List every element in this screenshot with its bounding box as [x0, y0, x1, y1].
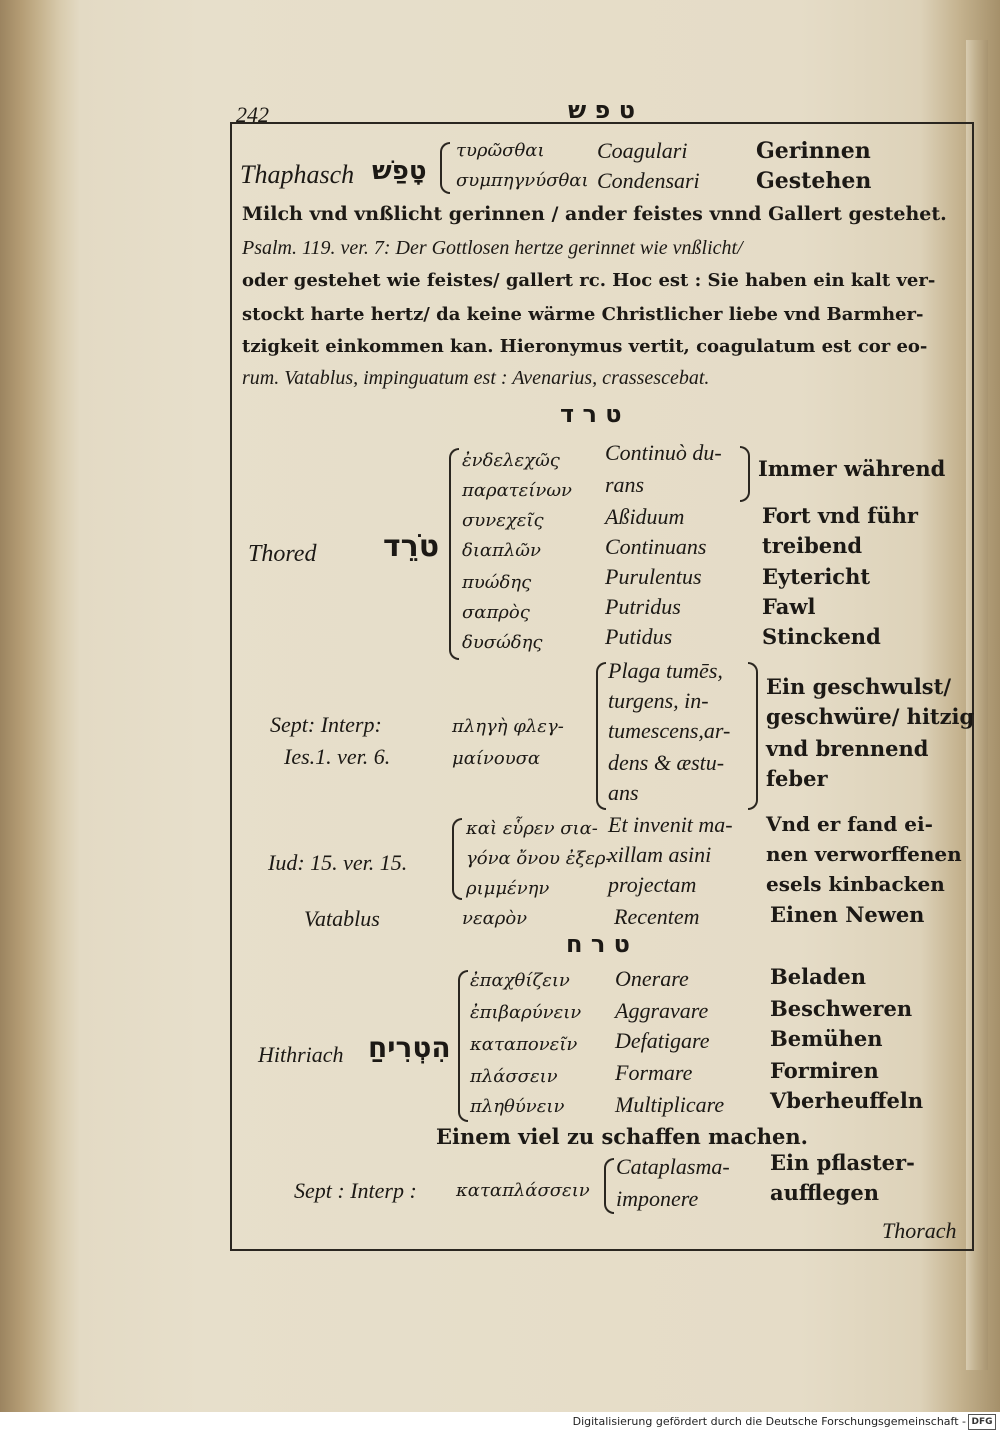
german-term: Einen Newen [770, 902, 925, 927]
german-term: esels kinbacken [766, 872, 945, 896]
reference: Ies.1. ver. 6. [284, 744, 391, 769]
latin-term: ans [608, 780, 639, 805]
page-number: 242 [236, 102, 269, 127]
latin-term: Putidus [605, 624, 673, 649]
greek-term: συνεχεῖς [462, 510, 544, 531]
german-term: Stinckend [762, 624, 881, 649]
german-term: Ein pflaster- [770, 1150, 915, 1175]
german-term: Fawl [762, 594, 816, 619]
greek-term: παρατείνων [462, 480, 572, 501]
brace [440, 142, 450, 194]
latin-term: projectam [608, 872, 697, 897]
paragraph-line: Milch vnd vnßlicht gerinnen / ander feistes vnnd Gallert gestehet. [242, 203, 947, 225]
running-head: ט פ ש [568, 96, 635, 124]
greek-term: πλάσσειν [470, 1066, 558, 1087]
greek-term: γόνα ὄνου ἐξερ- [466, 848, 612, 869]
german-term: Ein geschwulst/ [766, 674, 952, 699]
german-term: Beschweren [770, 996, 913, 1021]
german-term: vnd brennend [766, 736, 929, 761]
greek-term: νεαρὸν [462, 908, 528, 929]
greek-term: πληθύνειν [470, 1096, 565, 1117]
paragraph-line: Psalm. 119. ver. 7: Der Gottlosen hertze gerinnet wie vnßlicht/ [242, 237, 743, 259]
paragraph-line: oder gestehet wie feistes/ gallert rc. Hoc est : Sie haben ein kalt ver- [242, 270, 936, 291]
german-term: nen verworffenen [766, 842, 962, 866]
german-term: Fort vnd führ [762, 503, 918, 528]
latin-term: Multiplicare [615, 1092, 725, 1117]
greek-term: ἐπιβαρύνειν [470, 1002, 582, 1023]
german-term: geschwüre/ hitzig [766, 704, 975, 729]
latin-term: Plaga tumēs, [608, 658, 723, 683]
latin-term: Continuò du- [605, 440, 722, 465]
german-term: Gestehen [756, 168, 872, 194]
german-term: aufflegen [770, 1180, 879, 1205]
german-term: Eytericht [762, 564, 871, 589]
reference: Iud: 15. ver. 15. [268, 850, 408, 875]
greek-term: καταπονεῖν [470, 1034, 578, 1055]
reference: Sept : Interp : [294, 1178, 417, 1203]
paragraph-line: stockt harte hertz/ da keine wärme Christlicher liebe vnd Barmher- [242, 304, 924, 325]
brace [740, 446, 750, 502]
paragraph-line: tzigkeit einkommen kan. Hieronymus vertit, coagulatum est cor eo- [242, 336, 928, 357]
latin-term: tumescens,ar- [608, 718, 731, 743]
latin-term: Aßiduum [605, 504, 685, 529]
greek-term: πυώδης [462, 572, 532, 593]
phrase-line: Einem viel zu schaffen machen. [436, 1124, 808, 1149]
german-term: treibend [762, 533, 863, 558]
greek-term: πληγὴ φλεγ- [452, 716, 564, 737]
german-term: Bemühen [770, 1026, 883, 1051]
brace [452, 818, 462, 900]
greek-term: σαπρὸς [462, 602, 530, 623]
dfg-logo: DFG [968, 1414, 996, 1430]
latin-term: Defatigare [615, 1028, 710, 1053]
footer-credit: Digitalisierung gefördert durch die Deutsche Forschungsgemeinschaft - [572, 1415, 966, 1428]
german-term: Immer während [758, 456, 946, 481]
lemma-thaphasch: Thaphasch [240, 160, 355, 189]
brace [748, 662, 758, 810]
german-term: Gerinnen [756, 138, 871, 164]
section-heading: ט ר ח [566, 930, 630, 958]
latin-term: dens & æstu- [608, 750, 725, 775]
latin-term: Recentem [614, 904, 700, 929]
greek-term: καταπλάσσειν [456, 1180, 590, 1201]
latin-term: Formare [615, 1060, 693, 1085]
hebrew-word: הִטְרִיחַ [368, 1031, 451, 1064]
section-heading: ט ר ד [560, 400, 622, 428]
paragraph-line: rum. Vatablus, impinguatum est : Avenarius, crassescebat. [242, 367, 710, 389]
greek-term: καὶ εὗρεν σια- [466, 818, 598, 839]
greek-term: τυρῶσθαι [456, 140, 545, 161]
german-term: Vberheuffeln [770, 1088, 924, 1113]
latin-term: rans [605, 472, 645, 497]
catchword: Thorach [882, 1218, 957, 1243]
greek-term: ἐπαχθίζειν [470, 970, 570, 991]
german-term: Beladen [770, 964, 867, 989]
lemma-hithriach: Hithriach [258, 1042, 344, 1067]
latin-term: Purulentus [605, 564, 702, 589]
latin-term: Continuans [605, 534, 707, 559]
latin-term: Putridus [605, 594, 681, 619]
latin-term: Coagulari [597, 138, 688, 163]
greek-term: συμπηγνύσθαι [456, 170, 589, 191]
latin-term: turgens, in- [608, 688, 709, 713]
latin-term: Cataplasma- [616, 1154, 730, 1179]
brace [458, 970, 468, 1122]
latin-term: xillam asini [608, 842, 712, 867]
latin-term: Onerare [615, 966, 689, 991]
lemma-thored: Thored [248, 541, 317, 567]
brace [449, 448, 459, 660]
hebrew-word: טָפַשׁ [372, 156, 427, 186]
greek-term: ἐνδελεχῶς [462, 450, 560, 471]
greek-term: μαίνουσα [452, 748, 541, 769]
brace [596, 662, 606, 810]
german-term: Vnd er fand ei- [766, 812, 933, 836]
latin-term: Aggravare [615, 998, 709, 1023]
latin-term: Condensari [597, 168, 700, 193]
latin-term: Et invenit ma- [608, 812, 733, 837]
hebrew-word: טֹרֵד [383, 529, 440, 564]
brace [604, 1158, 614, 1214]
latin-term: imponere [616, 1186, 699, 1211]
reference: Sept: Interp: [270, 712, 382, 737]
reference: Vatablus [304, 906, 380, 931]
greek-term: διαπλῶν [462, 540, 541, 561]
greek-term: ριμμένην [466, 878, 550, 899]
german-term: feber [766, 766, 828, 791]
german-term: Formiren [770, 1058, 879, 1083]
greek-term: δυσώδης [462, 632, 543, 653]
